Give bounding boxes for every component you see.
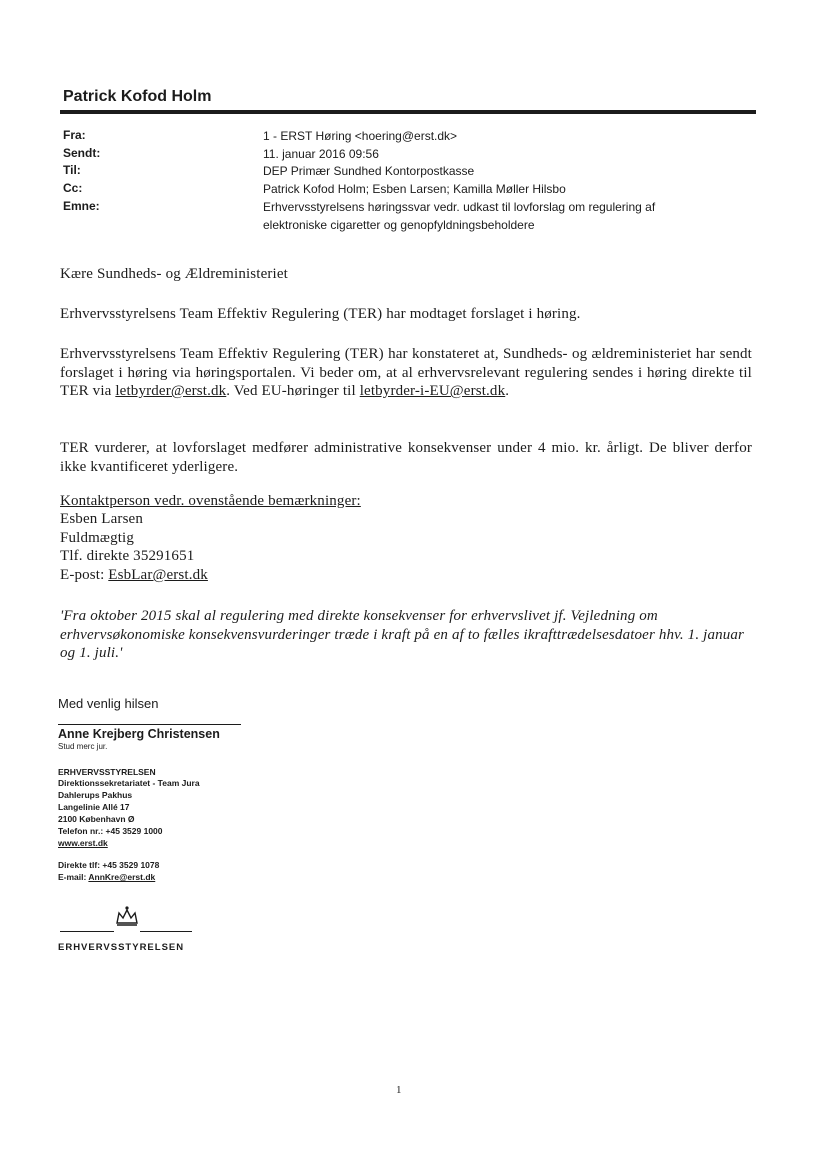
cc-value: Patrick Kofod Holm; Esben Larsen; Kamilla Møller Hilsbo — [263, 182, 566, 196]
letbyrder-eu-email-link[interactable]: letbyrder-i-EU@erst.dk — [359, 383, 506, 399]
signature-phone: Telefon nr.: +45 3529 1000 — [58, 826, 163, 836]
subject-value-line2: elektroniske cigaretter og genopfyldningsbeholdere — [263, 218, 535, 232]
paragraph-1: Erhvervsstyrelsens Team Effektiv Regulering (TER) har modtaget forslaget i høring. — [60, 306, 581, 322]
signature-title: Stud merc jur. — [58, 742, 108, 751]
subject-label: Emne: — [63, 199, 100, 213]
signature-address-3: 2100 København Ø — [58, 814, 135, 824]
subject-value-line1: Erhvervsstyrelsens høringssvar vedr. udkast til lovforslag om regulering af — [263, 200, 656, 214]
paragraph-3: TER vurderer, at lovforslaget medfører administrative konsekvenser under 4 mio. kr. årligt. De bliver derfor ikke kvantificeret yderligere. — [60, 440, 752, 475]
paragraph-2-text-b: . Ved EU-høringer til — [226, 383, 360, 399]
paragraph-2-text-a: Erhvervsstyrelsens Team Effektiv Regulering (TER) har konstateret at, Sundheds- og ældreministeriet har sendt forslaget i høring via høringsportalen. Vi beder om, at al erhvervsrelevant regulering sendes i høring direkte til TER via — [60, 346, 752, 399]
signature-name: Anne Krejberg Christensen — [58, 727, 220, 741]
contact-phone: Tlf. direkte 35291651 — [60, 548, 195, 564]
crown-icon — [114, 905, 140, 927]
signature-org: ERHVERVSSTYRELSEN — [58, 767, 156, 777]
contact-heading: Kontaktperson vedr. ovenstående bemærkninger: — [60, 493, 361, 509]
logo-line-left — [60, 931, 114, 932]
signature-email-line — [58, 872, 155, 883]
sender-name: Patrick Kofod Holm — [63, 88, 212, 105]
salutation: Kære Sundheds- og Ældreministeriet — [60, 266, 288, 282]
paragraph-2-text-c: . — [505, 383, 510, 399]
from-value: 1 - ERST Høring <hoering@erst.dk> — [263, 129, 458, 143]
from-label: Fra: — [63, 128, 86, 142]
to-value: DEP Primær Sundhed Kontorpostkasse — [263, 164, 475, 178]
sent-value: 11. januar 2016 09:56 — [263, 147, 379, 161]
signature-direct-phone: Direkte tlf: +45 3529 1078 — [58, 860, 160, 870]
sent-label: Sendt: — [63, 146, 101, 160]
page-number: 1 — [396, 1084, 402, 1096]
contact-email-line — [60, 567, 208, 584]
contact-name: Esben Larsen — [60, 511, 144, 527]
contact-email-label: E-post: — [60, 567, 109, 583]
signature-address-1: Dahlerups Pakhus — [58, 790, 133, 800]
signature-email-label: E-mail: — [58, 872, 89, 882]
contact-email-link[interactable]: EsbLar@erst.dk — [108, 567, 208, 583]
regulation-quote: 'Fra oktober 2015 skal al regulering med direkte konsekvenser for erhvervslivet jf. Vejledning om erhvervsøkonomiske konsekvensvurderinger træde i kraft på en af to fælles ikrafttrædelsesdatoer hhv. 1. januar og 1. juli.' — [60, 608, 745, 661]
signature-web-link[interactable]: www.erst.dk — [58, 838, 108, 848]
signature-web-line — [58, 838, 108, 849]
header-divider — [60, 110, 756, 114]
letbyrder-email-link[interactable]: letbyrder@erst.dk — [115, 383, 227, 399]
to-label: Til: — [63, 163, 81, 177]
signature-dept: Direktionssekretariatet - Team Jura — [58, 778, 200, 788]
closing-greeting: Med venlig hilsen — [58, 696, 159, 711]
signature-email-link[interactable]: AnnKre@erst.dk — [88, 872, 156, 882]
signature-divider — [58, 724, 241, 725]
paragraph-2 — [60, 345, 752, 401]
logo-wordmark: ERHVERVSSTYRELSEN — [58, 942, 185, 953]
contact-title: Fuldmægtig — [60, 530, 135, 546]
logo-line-right — [140, 931, 192, 932]
signature-address-2: Langelinie Allé 17 — [58, 802, 130, 812]
cc-label: Cc: — [63, 181, 83, 195]
